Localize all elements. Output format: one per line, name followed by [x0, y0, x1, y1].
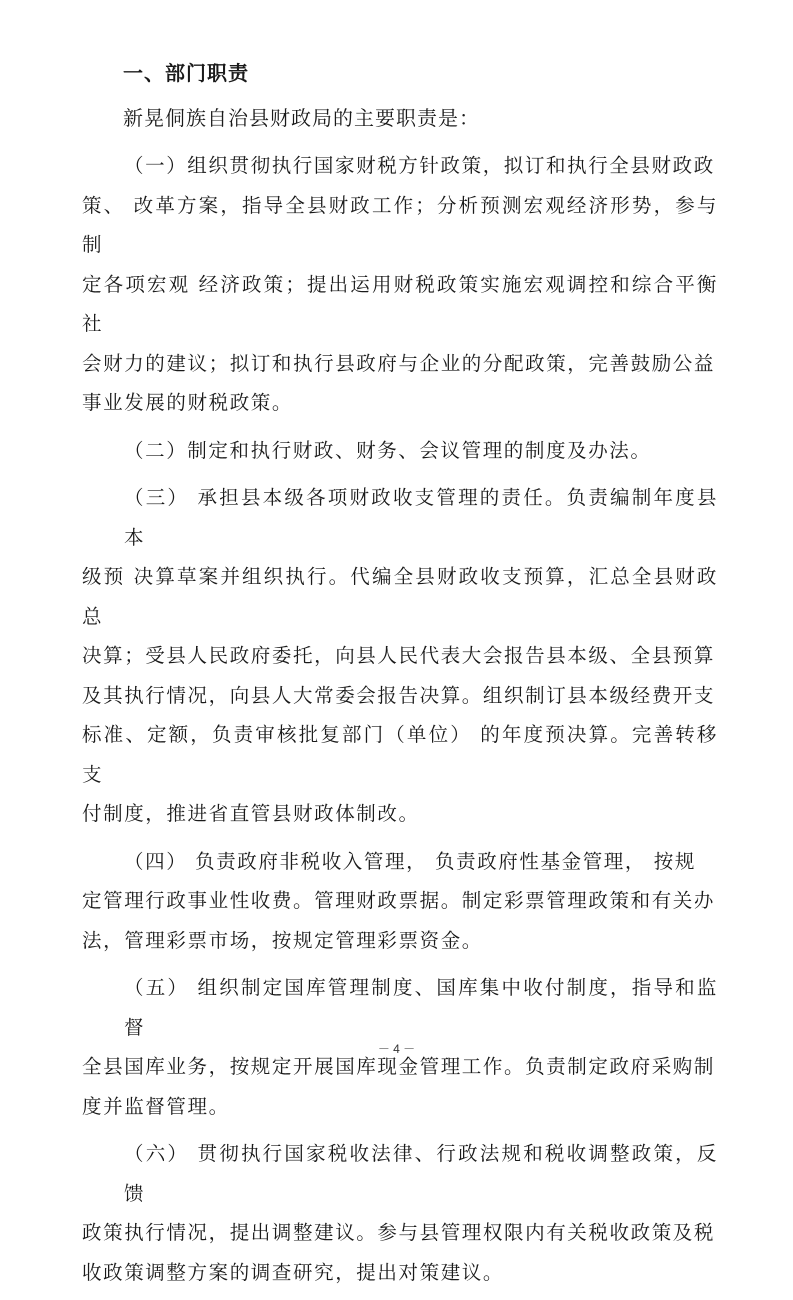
page-number: － 4 － — [377, 1042, 416, 1056]
paragraph-line: （四） 负责政府非税收入管理， 负责政府性基金管理， 按规 — [124, 849, 696, 873]
paragraph-line: 定各项宏观 经济政策；提出运用财税政策实施宏观调控和综合平衡社 — [82, 272, 718, 335]
paragraph-line: （一）组织贯彻执行国家财税方针政策，拟订和执行全县财政政 — [124, 154, 715, 177]
paragraph-line: （六） 贯彻执行国家税收法律、行政法规和税收调整政策，反馈 — [124, 1142, 718, 1205]
paragraph-line: 标准、定额，负责审核批复部门（单位） 的年度预决算。完善转移支 — [82, 723, 718, 786]
paragraph-line: （二）制定和执行财政、财务、会议管理的制度及办法。 — [124, 438, 652, 462]
paragraph-line: 策、 改革方案，指导全县财政工作；分析预测宏观经济形势，参与制 — [82, 193, 718, 256]
paragraph-line: 收政策调整方案的调查研究，提出对策建议。 — [82, 1260, 505, 1284]
paragraph-line: （三） 承担县本级各项财政收支管理的责任。负责编制年度县本 — [124, 486, 718, 549]
paragraph-line: 会财力的建议；拟订和执行县政府与企业的分配政策，完善鼓励公益 — [82, 351, 716, 375]
paragraph-line: 事业发展的财税政策。 — [82, 391, 294, 414]
duty-paragraph-6 — [82, 1134, 718, 1292]
duty-paragraph-4 — [82, 842, 718, 961]
intro-text: 新晃侗族自治县财政局的主要职责是： — [123, 106, 480, 130]
paragraph-line: 政策执行情况，提出调整建议。参与县管理权限内有关税收政策及税 — [82, 1221, 716, 1244]
paragraph-line: 定管理行政事业性收费。管理财政票据。制定彩票管理政策和有关办 — [82, 889, 716, 912]
paragraph-line: （五） 组织制定国库管理制度、国库集中收付制度，指导和监督 — [124, 976, 718, 1039]
section-heading: 一、部门职责 — [123, 61, 249, 85]
duty-paragraph-2 — [82, 431, 718, 471]
paragraph-line: 级预 决算草案并组织执行。代编全县财政收支预算，汇总全县财政总 — [82, 565, 718, 628]
duty-paragraph-3 — [82, 478, 718, 834]
paragraph-line: 及其执行情况，向县人大常委会报告决算。组织制订县本级经费开支 — [82, 683, 716, 707]
paragraph-line: 付制度，推进省直管县财政体制改。 — [82, 802, 420, 825]
duty-paragraph-1 — [82, 146, 718, 423]
paragraph-line: 度并监督管理。 — [82, 1094, 230, 1118]
duties-body — [82, 146, 718, 1300]
paragraph-line: 决算；受县人民政府委托，向县人民代表大会报告县本级、全县预算 — [82, 644, 716, 667]
paragraph-line: 法，管理彩票市场，按规定管理彩票资金。 — [82, 928, 483, 952]
paragraph-line: 全县国库业务，按规定开展国库现金管理工作。负责制定政府采购制 — [82, 1055, 716, 1078]
